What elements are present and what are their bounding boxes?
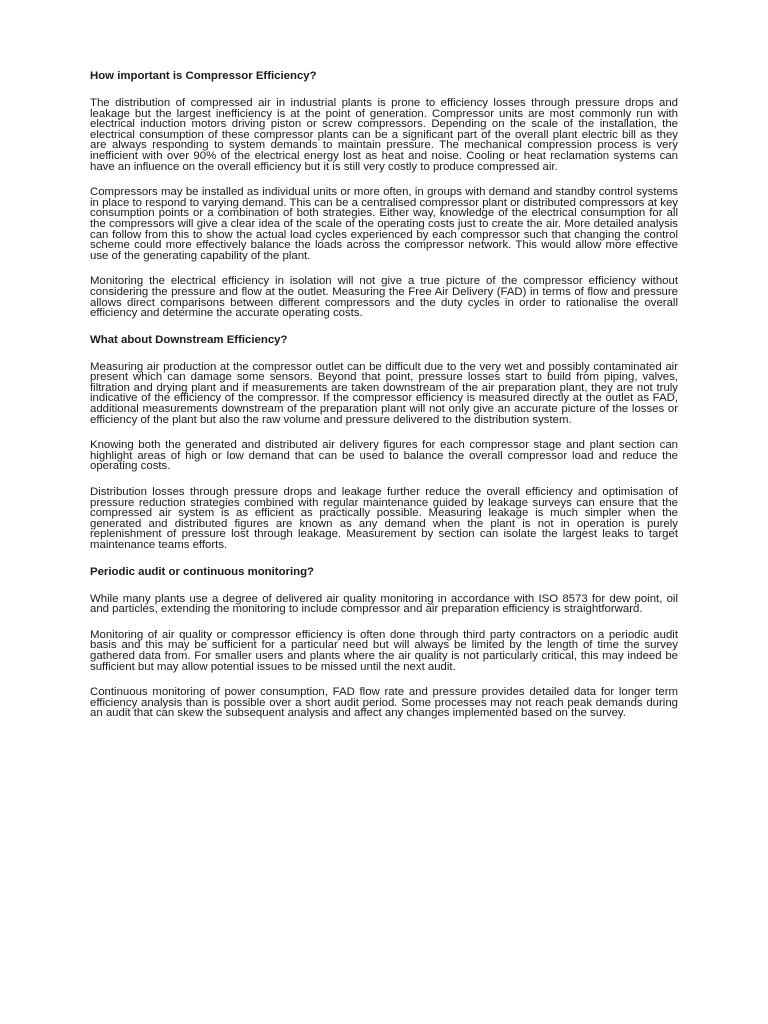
paragraph: Compressors may be installed as individual units or more often, in groups with demand and standby control systems in place to respond to varying demand. This can be a centralised compressor plant or distributed compressors at key consumption points or a combination of both strategies. Either way, knowledge of the electrical consumption for all the compressors will give a clear idea of the scale of the operating costs just to create the air. More detailed analysis can follow from this to show the actual load cycles experienced by each compressor such that changing the control scheme could more effectively balance the loads across the compressor network. This would allow more effective use of the generating capability of the plant. <box>90 186 678 262</box>
paragraph: Continuous monitoring of power consumption, FAD flow rate and pressure provides detailed data for longer term efficiency analysis than is possible over a short audit period. Some processes may not reach peak demands during an audit that can skew the subsequent analysis and affect any changes implemented based on the survey. <box>90 686 678 720</box>
paragraph: The distribution of compressed air in industrial plants is prone to efficiency losses through pressure drops and leakage but the largest inefficiency is at the point of generation. Compressor units are most commonly run with electrical induction motors driving piston or screw compressors. Depending on the scale of the installation, the electrical consumption of these compressor plants can be a significant part of the overall plant electric bill as they are always responding to system demands to maintain pressure. The mechanical compression process is very inefficient with over 90% of the electrical energy lost as heat and noise. Cooling or heat reclamation systems can have an influence on the overall efficiency but it is still very costly to produce compressed air. <box>90 97 678 173</box>
paragraph: Distribution losses through pressure drops and leakage further reduce the overall efficiency and optimisation of pressure reduction strategies combined with regular maintenance guided by leakage surveys can ensure that the compressed air system is as efficient as practically possible. Measuring leakage is much simpler when the generated and distributed figures are known as any demand when the plant is not in operation is purely replenishment of pressure lost through leakage. Measurement by section can isolate the largest leaks to target maintenance teams efforts. <box>90 486 678 551</box>
paragraph: Monitoring the electrical efficiency in isolation will not give a true picture of the compressor efficiency without considering the pressure and flow at the outlet. Measuring the Free Air Delivery (FAD) in terms of flow and pressure allows direct comparisons between different compressors and the duty cycles in order to rationalise the overall efficiency and determine the accurate operating costs. <box>90 275 678 320</box>
paragraph: Monitoring of air quality or compressor efficiency is often done through third party contractors on a periodic audit basis and this may be sufficient for a particular need but will always be limited by the length of time the survey gathered data from. For smaller users and plants where the air quality is not particularly critical, this may indeed be sufficient but may allow potential issues to be missed until the next audit. <box>90 628 678 673</box>
section-heading-downstream-efficiency: What about Downstream Efficiency? <box>90 333 288 346</box>
paragraph: While many plants use a degree of delivered air quality monitoring in accordance with ISO 8573 for dew point, oil and particles, extending the monitoring to include compressor and air preparation efficiency is straightforward. <box>90 592 678 616</box>
document-page <box>90 70 678 734</box>
section-heading-compressor-efficiency: How important is Compressor Efficiency? <box>90 70 317 82</box>
section-heading-periodic-audit: Periodic audit or continuous monitoring? <box>90 565 315 578</box>
paragraph: Measuring air production at the compressor outlet can be difficult due to the very wet and possibly contaminated air present which can damage some sensors. Beyond that point, pressure losses start to build from piping, valves, filtration and drying plant and if measurements are taken downstream of the air preparation plant, they are not truly indicative of the efficiency of the compressor. If the compressor efficiency is measured directly at the outlet as FAD, additional measurements downstream of the preparation plant will not only give an accurate picture of the losses or efficiency of the plant but also the raw volume and pressure delivered to the distribution system. <box>90 360 678 426</box>
paragraph: Knowing both the generated and distributed air delivery figures for each compressor stage and plant section can highlight areas of high or low demand that can be used to balance the overall compressor load and reduce the operating costs. <box>90 439 678 473</box>
